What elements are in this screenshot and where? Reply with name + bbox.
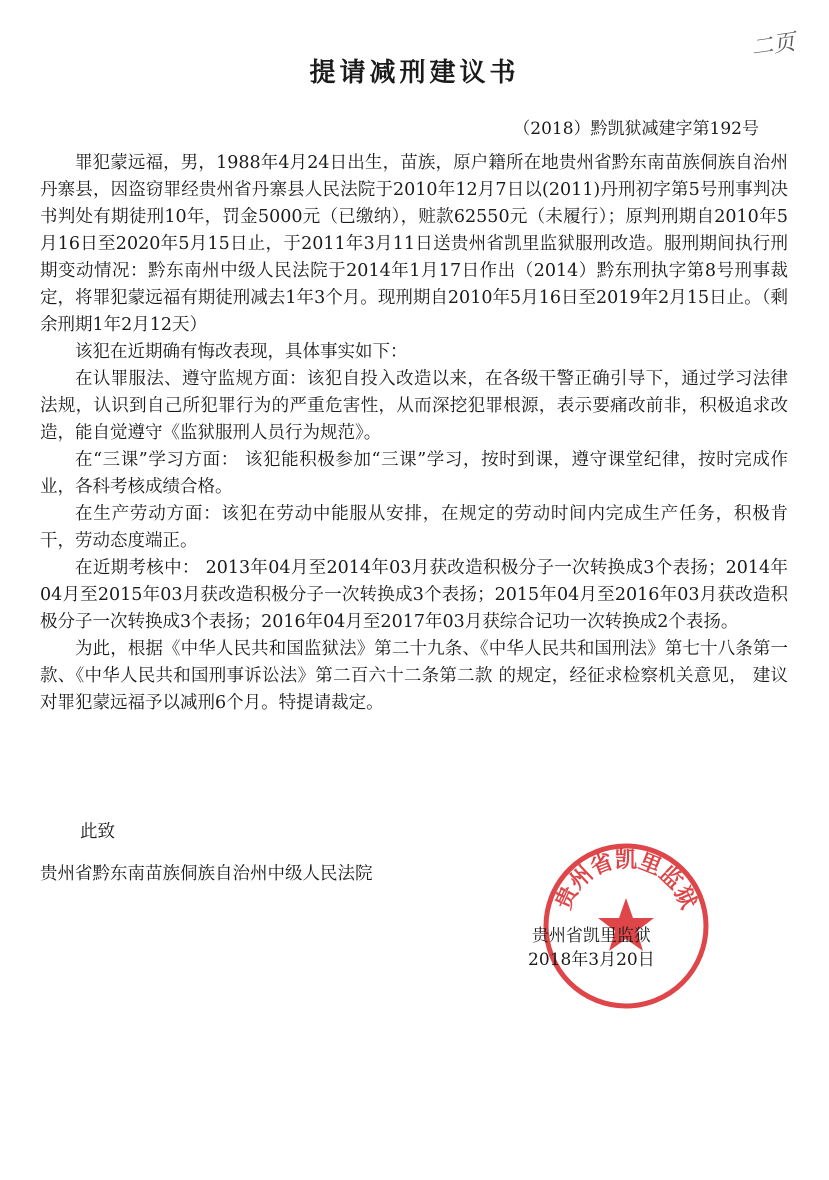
signer-organization: 贵州省凯里监狱 [531, 926, 651, 946]
document-title: 提请减刑建议书 [309, 58, 520, 88]
paragraph-discipline: 在认罪服法、遵守监规方面：该犯自投入改造以来，在各级干警正确引导下，通过学习法律法规，认识到自己所犯罪行为的严重危害性，从而深挖犯罪根源，表示要痛改前非，积极追求改造，能自觉遵守《监狱服刑人员行为规范》。 [40, 369, 788, 443]
paragraph-labor: 在生产劳动方面：该犯在劳动中能服从安排，在规定的劳动时间内完成生产任务，积极肯干，劳动态度端正。 [40, 504, 788, 551]
paragraph-study: 在“三课”学习方面： 该犯能积极参加“三课”学习，按时到课，遵守课堂纪律，按时完成作业，各科考核成绩合格。 [40, 450, 788, 497]
paragraph-recommendation: 为此，根据《中华人民共和国监狱法》第二十九条、《中华人民共和国刑法》第七十八条第一款、《中华人民共和国刑事诉讼法》第二百六十二条第二款 的规定，经征求检察机关意见， 建议对罪犯蒙远福予以减刑6个月。特提请裁定。 [40, 639, 788, 713]
document-number: （2018）黔凯狱减建字第192号 [513, 119, 759, 139]
paragraph-intro-facts: 该犯在近期确有悔改表现，具体事实如下： [75, 342, 408, 362]
handwritten-page-mark: 二页 [749, 30, 797, 61]
paragraph-offender-info: 罪犯蒙远福，男，1988年4月24日出生，苗族，原户籍所在地贵州省黔东南苗族侗族自治州丹寨县，因盗窃罪经贵州省丹寨县人民法院于2010年12月7日以(2011)丹刑初字第5号刑事判决书判处有期徒刑10年，罚金5000元（已缴纳），赃款62550元（未履行）；原判刑期自2010年5月16日至2020年5月15日止，于2011年3月11日送贵州省凯里监狱服刑改造。服刑期间执行刑期变动情况：黔东南州中级人民法院于2014年1月17日作出（2014）黔东刑执字第8号刑事裁定，将罪犯蒙远福有期徒刑减去1年3个月。现刑期自2010年5月16日至2019年2月15日止。（剩余刑期1年2月12天） [40, 153, 788, 335]
document-body [40, 150, 788, 717]
svg-text:贵州省凯里监狱: 贵州省凯里监狱 [551, 847, 701, 914]
signature-block [528, 924, 655, 972]
recipient-court: 贵州省黔东南苗族侗族自治州中级人民法院 [40, 864, 373, 884]
closing-salutation: 此致 [80, 822, 115, 842]
signature-date: 2018年3月20日 [528, 950, 655, 970]
paragraph-assessment: 在近期考核中： 2013年04月至2014年03月获改造积极分子一次转换成3个表扬；2014年04月至2015年03月获改造积极分子一次转换成3个表扬；2015年04月至2016年03月获改造积极分子一次转换成3个表扬；2016年04月至2017年03月获综合记功一次转换成2个表扬。 [40, 558, 788, 632]
